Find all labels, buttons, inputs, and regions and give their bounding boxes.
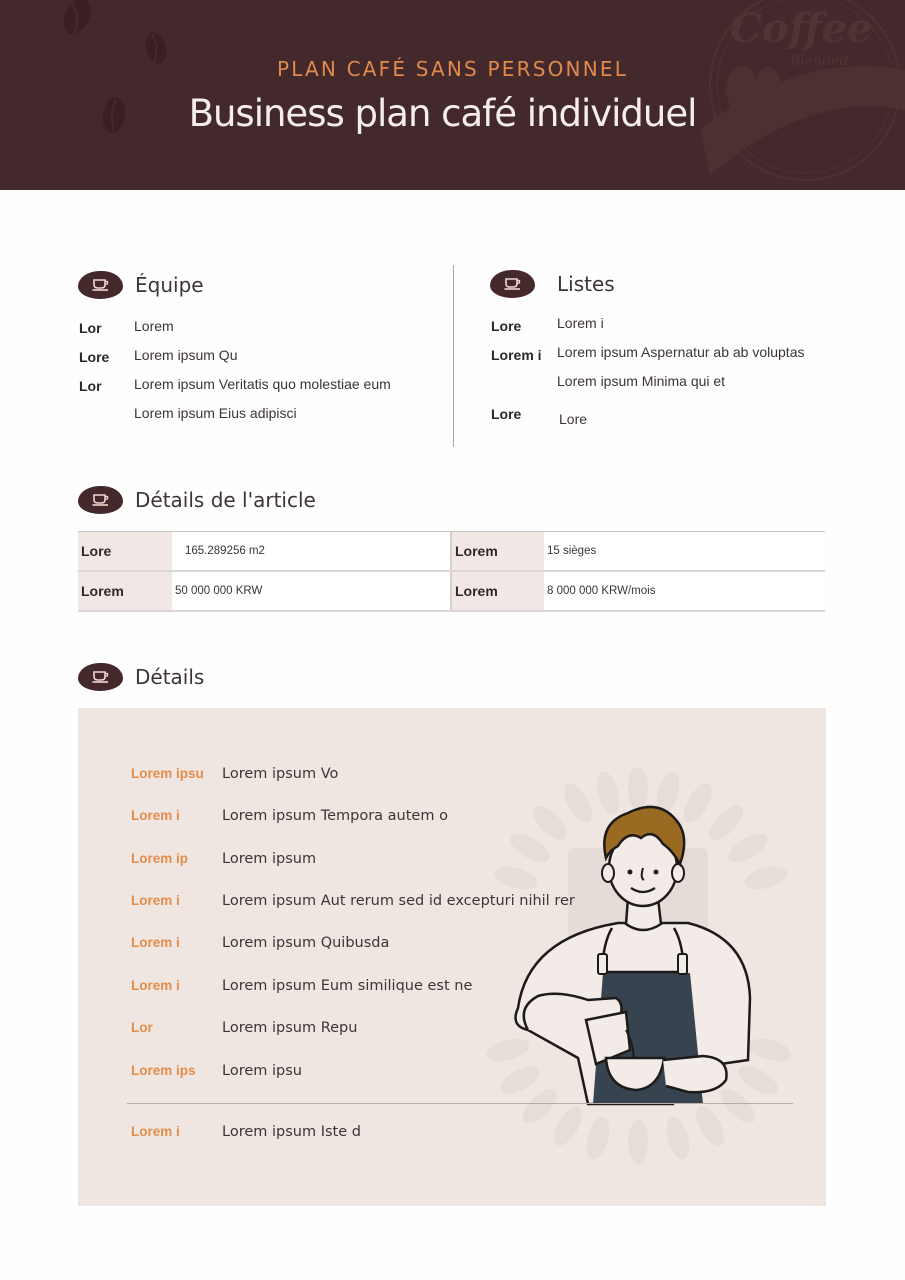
detail-value: Lorem ipsum Iste d	[222, 1124, 361, 1140]
section-title: Équipe	[135, 273, 204, 297]
section-header-equipe	[78, 271, 204, 299]
table-row	[78, 572, 825, 612]
table-cell-value: 8 000 000 KRW/mois	[544, 572, 825, 610]
list-item-value: Lorem ipsum Qu	[134, 347, 238, 363]
coffee-cup-icon	[490, 270, 535, 298]
coffee-bean-icon	[52, 0, 102, 44]
table-cell-value: 15 sièges	[544, 532, 825, 570]
list-item-value: Lorem ipsum Aspernatur ab ab voluptas	[557, 344, 805, 360]
section-title: Détails	[135, 665, 205, 689]
detail-value: Lorem ipsum	[222, 851, 317, 867]
detail-value: Lorem ipsum Aut rerum sed id excepturi nihil rer	[222, 893, 575, 909]
list-item-value: Lorem	[134, 318, 174, 334]
article-details-table	[78, 531, 825, 612]
section-header-details	[78, 663, 204, 691]
detail-key: Lor	[131, 1020, 153, 1035]
details-divider	[127, 1103, 793, 1104]
table-cell-key: Lorem	[452, 572, 544, 610]
list-item-value: Lorem ipsum Veritatis quo molestiae eum	[134, 376, 391, 392]
section-title: Détails de l'article	[135, 488, 316, 512]
list-item-key: Lor	[79, 378, 102, 394]
detail-key: Lorem i	[131, 1124, 180, 1139]
page-subtitle: PLAN CAFÉ SANS PERSONNEL	[276, 57, 629, 81]
list-item-value: Lorem ipsum Eius adipisci	[134, 405, 297, 421]
list-item-key: Lorem i	[491, 347, 542, 363]
column-divider	[453, 265, 454, 447]
detail-key: Lorem i	[131, 893, 180, 908]
barista-pouring-latte-illustration	[458, 768, 818, 1168]
detail-value: Lorem ipsu	[222, 1063, 302, 1079]
list-item-value: Lorem ipsum Minima qui et	[557, 373, 726, 389]
table-cell-key: Lorem	[78, 572, 172, 610]
detail-value: Lorem ipsum Tempora autem o	[222, 808, 448, 824]
details-panel	[78, 708, 826, 1206]
detail-value: Lorem ipsum Vo	[222, 766, 339, 782]
page-title: Business plan café individuel	[188, 92, 697, 135]
coffee-cup-icon	[78, 486, 123, 514]
list-item-value: Lorem i	[557, 315, 604, 331]
list-item-key: Lore	[79, 349, 110, 365]
list-item-value: Lore	[559, 411, 588, 427]
table-cell-value: 165.289256 m2	[172, 532, 450, 570]
coffee-cup-icon	[78, 663, 123, 691]
detail-key: Lorem ip	[131, 851, 189, 866]
list-item-key: Lore	[491, 318, 522, 334]
svg-text:Blended: Blended	[790, 53, 849, 69]
page-header	[0, 0, 905, 190]
detail-key: Lorem ips	[131, 1063, 196, 1078]
list-item-key: Lor	[79, 320, 102, 336]
section-title: Listes	[557, 272, 615, 296]
detail-key: Lorem ipsu	[131, 766, 204, 781]
detail-key: Lorem i	[131, 935, 180, 950]
coffee-cup-icon	[78, 271, 123, 299]
section-header-listes	[490, 270, 615, 298]
table-row	[78, 532, 825, 572]
detail-value: Lorem ipsum Repu	[222, 1020, 358, 1036]
section-header-article	[78, 486, 316, 514]
detail-key: Lorem i	[131, 978, 180, 993]
detail-value: Lorem ipsum Quibusda	[222, 935, 390, 951]
table-cell-key: Lorem	[452, 532, 544, 570]
detail-value: Lorem ipsum Eum similique est ne	[222, 978, 473, 994]
list-item-key: Lore	[491, 406, 522, 422]
table-cell-key: Lore	[78, 532, 172, 570]
table-cell-value: 50 000 000 KRW	[172, 572, 450, 610]
svg-text:Coffee: Coffee	[730, 5, 873, 52]
detail-key: Lorem i	[131, 808, 180, 823]
